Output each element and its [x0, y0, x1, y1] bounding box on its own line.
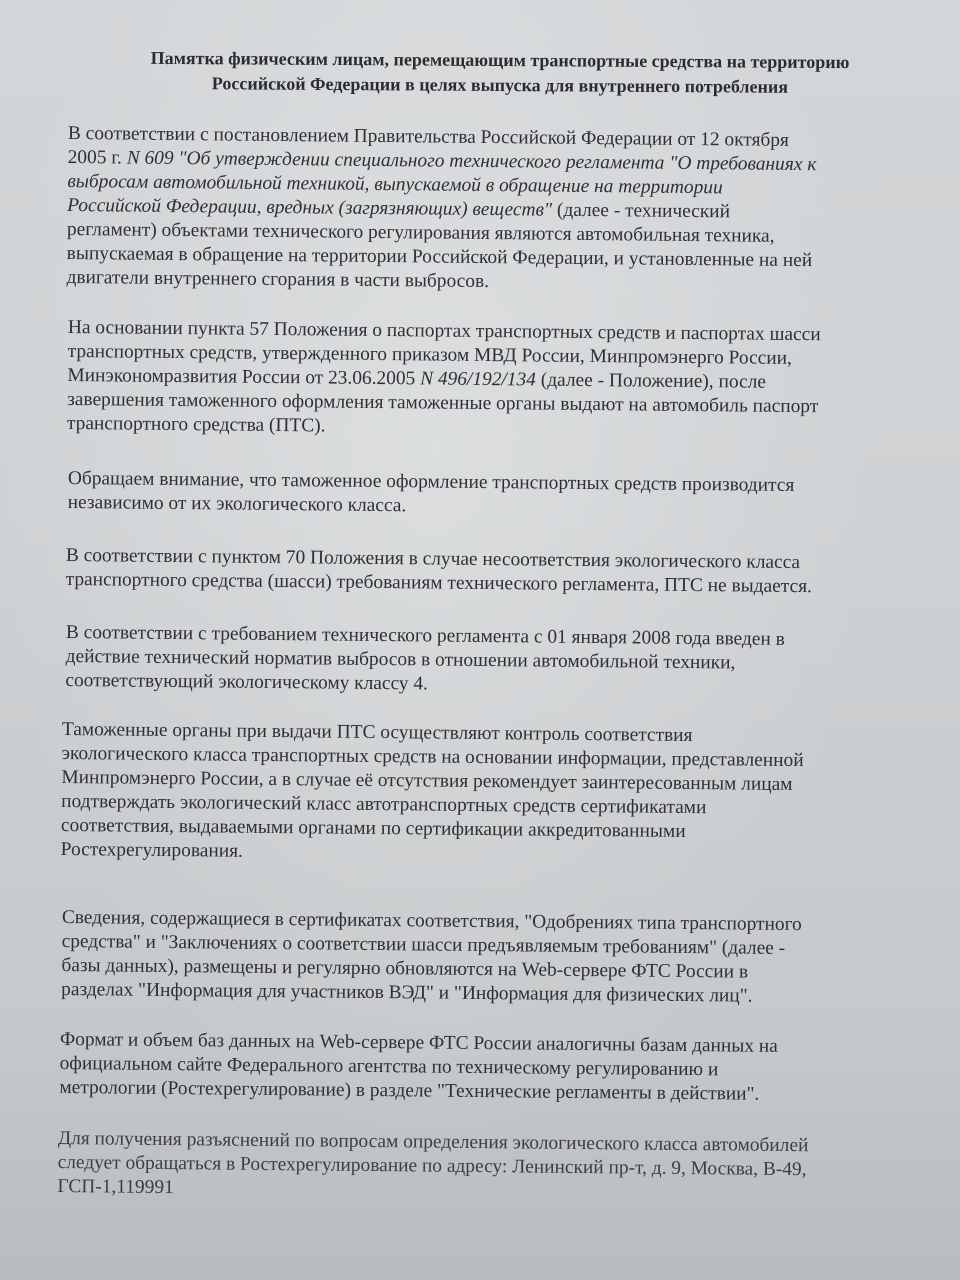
text-line: выбросам автомобильной техникой, выпускаемой в обращение на территории	[67, 170, 723, 199]
paragraph-contacts	[57, 1127, 930, 1207]
text-fragment: (далее - технический	[552, 199, 731, 223]
text-line: ГСП-1,119991	[57, 1175, 174, 1199]
paragraph-database-format	[59, 1028, 932, 1108]
text-line: Сведения, содержащиеся в сертификатах соответствия, "Одобрениях типа транспортного	[61, 906, 802, 936]
text-line: Формат и объем баз данных на Web-сервере ФТС России аналогичны базам данных на	[59, 1029, 778, 1057]
text-line: В соответствии с требованием технического регламента с 01 января 2008 года введен в	[65, 621, 785, 650]
text-line: независимо от их экологического класса.	[67, 491, 407, 517]
text-line: базы данных), размещены и регулярно обновляются на Web-сервере ФТС России в	[61, 954, 749, 983]
text-line: Ростехрегулирования.	[60, 838, 244, 862]
text-line: метрологии (Ростехрегулирование) в разделе "Технические регламенты в действии".	[59, 1076, 760, 1105]
text-line: Для получения разъяснений по вопросам определения экологического класса автомобилей	[57, 1128, 809, 1157]
paragraph-customs-control	[61, 718, 934, 870]
text-fragment-italic: Российской Федерации, вредных (загрязняющих) веществ"	[67, 194, 553, 221]
text-line: регламент) объектами технического регулирования являются автомобильная техника,	[66, 218, 775, 247]
paragraph-regulation	[66, 122, 940, 298]
text-line: следует обращаться в Ростехрегулирование по адресу: Ленинский пр-т, д. 9, Москва, В-49,	[57, 1151, 807, 1181]
text-line: подтверждать экологический класс автотранспортных средств сертификатами	[61, 790, 707, 819]
text-line: двигатели внутреннего сгорания в части выбросов.	[66, 266, 490, 293]
text-line: транспортных средств, утвержденного приказом МВД России, Минпромэнерго России,	[67, 340, 792, 369]
text-fragment-italic: N 609 "Об утверждении специального технического регламента "О требованиях к	[126, 147, 817, 176]
text-line: действие технический норматив выбросов в отношении автомобильной техники,	[65, 645, 736, 674]
text-line: Таможенные органы при выдачи ПТС осуществляют контроль соответствия	[61, 718, 693, 747]
paragraph-emission-norm	[65, 621, 938, 701]
text-line: соответствия, выдаваемыми органами по сертификации аккредитованными	[60, 814, 686, 842]
text-fragment: (далее - Положение), после	[535, 369, 767, 393]
paragraph-passport-regulation	[67, 316, 940, 444]
text-line: транспортного средства (ПТС).	[66, 412, 326, 437]
text-line: завершения таможенного оформления таможенные органы выдают на автомобиль паспорт	[67, 388, 819, 418]
text-line: В соответствии с пунктом 70 Положения в случае несоответствия экологического класса	[65, 544, 801, 574]
text-line: На основании пункта 57 Положения о паспортах транспортных средств и паспортах шасси	[67, 316, 821, 346]
paragraph-attention	[68, 467, 940, 523]
heading-line: Памятка физическим лицам, перемещающим транспортные средства на территорию	[150, 47, 850, 73]
text-fragment: 2005 г.	[67, 146, 127, 169]
document-heading	[60, 45, 940, 100]
text-line: средства" и "Заключениях о соответствии шасси предъявляемым требованиям" (далее -	[61, 930, 786, 959]
text-line: В соответствии с постановлением Правительства Российской Федерации от 12 октября	[67, 122, 790, 151]
text-line: Обращаем внимание, что таможенное оформление транспортных средств производится	[67, 467, 795, 496]
text-line: разделах "Информация для участников ВЭД" и "Информация для физических лиц".	[61, 978, 753, 1007]
heading-line: Российской Федерации в целях выпуска для внутреннего потребления	[211, 73, 789, 97]
text-line: соответствующий экологическому классу 4.	[65, 669, 429, 695]
text-fragment: Минэкономразвития России от 23.06.2005	[67, 364, 421, 390]
paragraph-certificates	[61, 906, 934, 1010]
text-line: выпускаемая в обращение на территории Российской Федерации, и установленные на ней	[66, 242, 813, 272]
text-fragment-italic: N 496/192/134	[420, 368, 537, 391]
paragraph-point-70	[66, 544, 938, 600]
text-line: транспортного средства (шасси) требованиям технического регламента, ПТС не выдается.	[65, 568, 813, 598]
text-line: Минпромэнерго России, а в случае её отсутствия рекомендует заинтересованным лицам	[61, 766, 793, 796]
text-line: официальном сайте Федерального агентства по техническому регулированию и	[59, 1052, 719, 1081]
text-line: экологического класса транспортных средств на основании информации, представленной	[61, 742, 804, 772]
